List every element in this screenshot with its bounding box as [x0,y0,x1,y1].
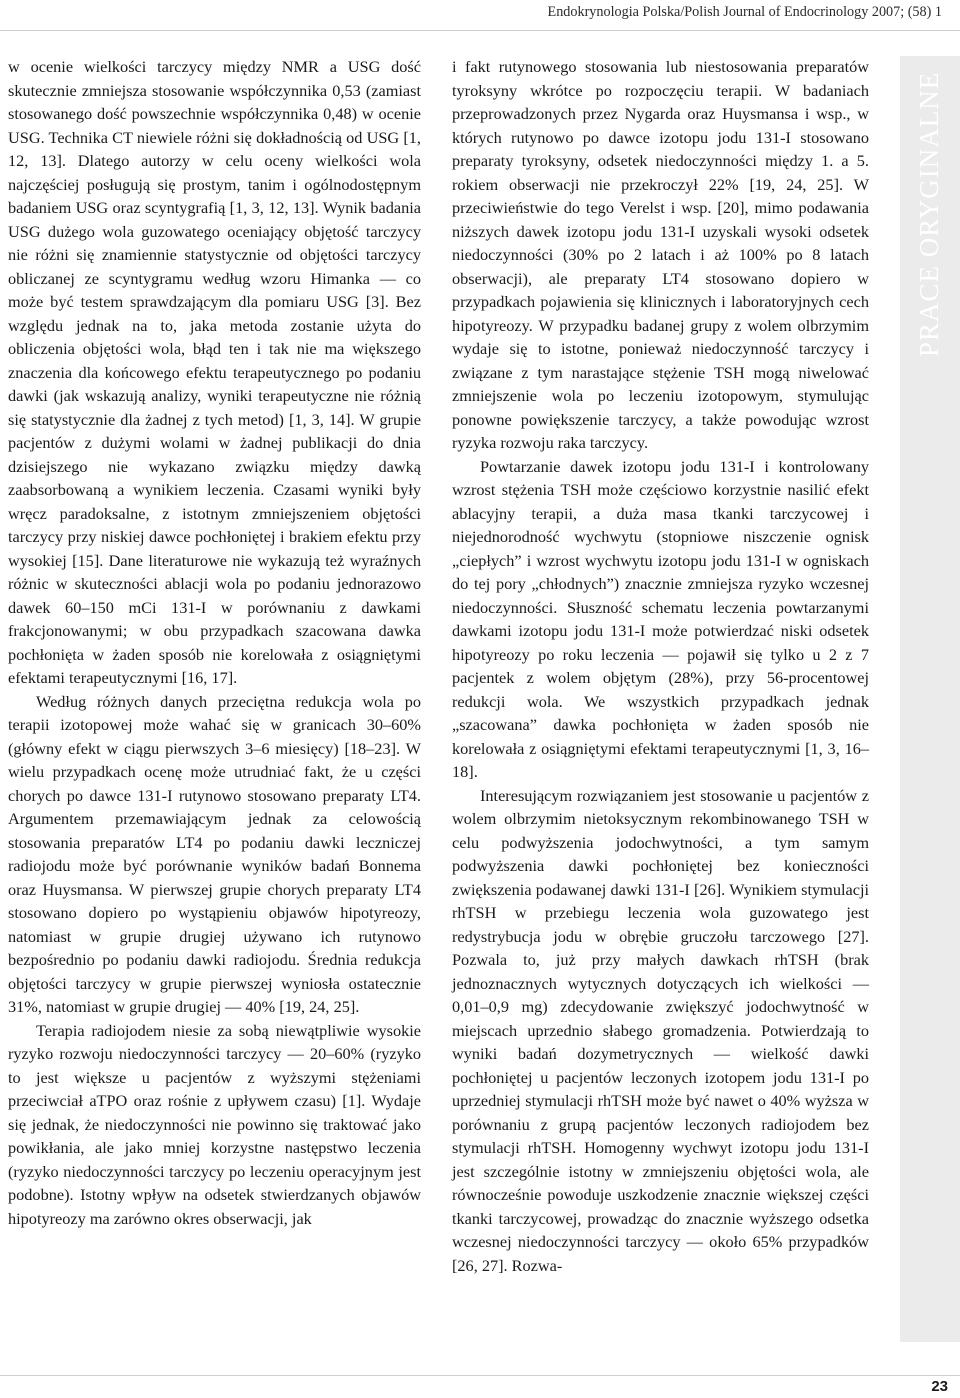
right-column [452,55,869,1277]
right-paragraph-3: Interesującym rozwiązaniem jest stosowanie u pacjentów z wolem olbrzymim nietoksycznym rekombinowanego TSH w celu podwyższenia jodochwytności, a tym samym podwyższenia dawki pochłoniętej bez konieczności zwiększenia podawanej dawki 131-I [26]. Wynikiem stymulacji rhTSH w przebiegu leczenia wola guzowatego jest redystrybucja jodu w obrębie gruczołu tarczowego [27]. Pozwala to, już przy małych dawkach rhTSH (brak jednoznacznych wytycznych dotyczących ich wielkości — 0,01–0,9 mg) zdecydowanie zwiększyć jodochwytność w miejscach uprzednio słabego gromadzenia. Potwierdzają to wyniki badań dozymetrycznych — wielkość dawki pochłoniętej u pacjentów leczonych izotopem jodu 131-I po uprzedniej stymulacji rhTSH może być nawet o 40% wyższa w porównaniu z grupą pacjentów leczonych radiojodem bez stymulacji rhTSH. Homogenny wychwyt izotopu jodu 131-I jest szczególnie istotny w zmniejszeniu objętości wola, ale równocześnie powoduje uszkodzenie znacznie większej części tkanki tarczycowej, prowadząc do znacznie wyższego odsetka wczesnej niedoczynności tarczycy — około 65% przypadków [26, 27]. Rozwa- [452,785,869,1275]
header-divider [0,30,960,31]
journal-header: Endokrynologia Polska/Polish Journal of Endocrinology 2007; (58) 1 [547,4,942,20]
right-paragraph-2: Powtarzanie dawek izotopu jodu 131-I i kontrolowany wzrost stężenia TSH może częściowo korzystnie nasilić efekt ablacyjny terapii, a duża masa tkanki tarczycowej i niejednorodność wychwytu (stopniowe niszczenie ognisk „ciepłych” i wzrost wychwytu izotopu jodu 131-I w ogniskach do tej pory „chłodnych”) znacznie zmniejsza ryzyko wczesnej niedoczynności. Słuszność schematu leczenia powtarzanymi dawkami izotopu jodu 131-I może potwierdzać niski odsetek hipotyreozy po roku leczenia — pojawił się tylko u 2 z 7 pacjentek z wolem objętym (28%), przy 56-procentowej redukcji wola. We wszystkich przypadkach jednak „szacowana” dawka pochłonięta w żaden sposób nie korelowała z osiągniętymi efektami terapeutycznymi [1, 3, 16–18]. [452,456,869,781]
right-paragraph-1: i fakt rutynowego stosowania lub niestosowania preparatów tyroksyny wkrótce po rozpoczęciu terapii. W badaniach przeprowadzonych przez Nygarda oraz Huysmansa i wsp., w których rutynowo po dawce izotopu jodu 131-I stosowano preparaty tyroksyny, odsetek niedoczynności między 1. a 5. rokiem obserwacji nie przekroczył 22% [19, 24, 25]. W przeciwieństwie do tego Verelst i wsp. [20], mimo podawania niższych dawek izotopu jodu 131-I uzyskali wysoki odsetek niedoczynności (30% po 2 latach i aż 100% po 8 latach obserwacji), ale preparaty LT4 stosowano dopiero w przypadkach pojawienia się klinicznych i laboratoryjnych cech hipotyreozy. W przypadku badanej grupy z wolem olbrzymim wydaje się to istotne, ponieważ niedoczynność tarczycy i związane z tym narastające stężenie TSH mogą niwelować zmniejszenie wola po leczeniu izotopowym, stymulując ponowne powiększenie tarczycy, a także powodując wzrost ryzyka rozwoju raka tarczycy. [452,57,869,452]
footer-divider [0,1375,960,1376]
section-side-label-text: PRACE ORYGINALNE [914,71,944,357]
left-paragraph-1: w ocenie wielkości tarczycy między NMR a USG dość skutecznie zmniejsza stosowanie współczynnika 0,53 (zamiast stosowanego dość powszechnie współczynnika 0,48) w ocenie USG. Technika CT niewiele różni się dokładnością od USG [1, 12, 13]. Dlatego autorzy w celu oceny wielkości wola najczęściej posługują się prostym, tanim i ogólnodostępnym badaniem USG oraz scyntygrafią [1, 3, 12, 13]. Wynik badania USG dużego wola guzowatego oceniający objętość tarczycy nie różni się znamiennie statystycznie od objętości tarczycy obliczanej ze scyntygramu według wzoru Himanka — co może być testem sprawdzającym dla pomiaru USG [3]. Bez względu jednak na to, jaka metoda zostanie użyta do obliczenia objętości wola, błąd ten i tak nie ma większego znaczenia dla końcowego efektu terapeutycznego po podaniu dawki (jak wskazują analizy, wyniki terapeutyczne nie różnią się statystycznie dla żadnej z tych metod) [1, 3, 14]. W grupie pacjentów z dużymi wolami w żadnej publikacji do dnia dzisiejszego nie wykazano związku między dawką zaabsorbowaną a wynikiem leczenia. Czasami wyniki były wręcz paradoksalne, z istotnym zmniejszeniem objętości tarczycy przy niskiej dawce pochłoniętej i brakiem efektu przy wysokiej [15]. Dane literaturowe nie wykazują też wyraźnych różnic w skuteczności ablacji wola po podaniu jednorazowo dawek 60–150 mCi 131-I w porównaniu z dawkami frakcjonowanymi; w obu przypadkach szacowana dawka pochłonięta w żaden sposób nie korelowała z osiągniętymi efektami terapeutycznymi [16, 17]. [8,57,421,687]
left-paragraph-2: Według różnych danych przeciętna redukcja wola po terapii izotopowej może wahać się w granicach 30–60% (główny efekt w ciągu pierwszych 3–6 miesięcy) [18–23]. W wielu przypadkach ocenę może utrudniać fakt, że u części chorych po dawce 131-I rutynowo stosowano preparaty LT4. Argumentem przemawiającym jednak za celowością stosowania preparatów LT4 po podaniu dawki leczniczej radiojodu może być porównanie wyników badań Bonnema oraz Huysmansa. W pierwszej grupie chorych preparaty LT4 stosowano dopiero po wystąpieniu objawów hipotyreozy, natomiast w grupie drugiej używano ich rutynowo bezpośrednio po podaniu dawki radiojodu. Średnia redukcja objętości tarczycy w grupie pierwszej wyniosła ostatecznie 31%, natomiast w grupie drugiej — 40% [19, 24, 25]. [8,691,421,1016]
page-number: 23 [931,1378,948,1395]
left-paragraph-3: Terapia radiojodem niesie za sobą niewątpliwie wysokie ryzyko rozwoju niedoczynności tarczycy — 20–60% (ryzyko to jest większe u pacjentów z wyższymi stężeniami przeciwciał aTPO oraz rośnie z upływem czasu) [1]. Wydaje się jednak, że niedoczynności nie powinno się traktować jako powikłania, ale jako mniej korzystne następstwo leczenia (ryzyko niedoczynności tarczycy po leczeniu operacyjnym jest podobne). Istotny wpływ na odsetek stwierdzanych objawów hipotyreozy ma zarówno okres obserwacji, jak [8,1020,421,1228]
left-column [8,55,421,1230]
